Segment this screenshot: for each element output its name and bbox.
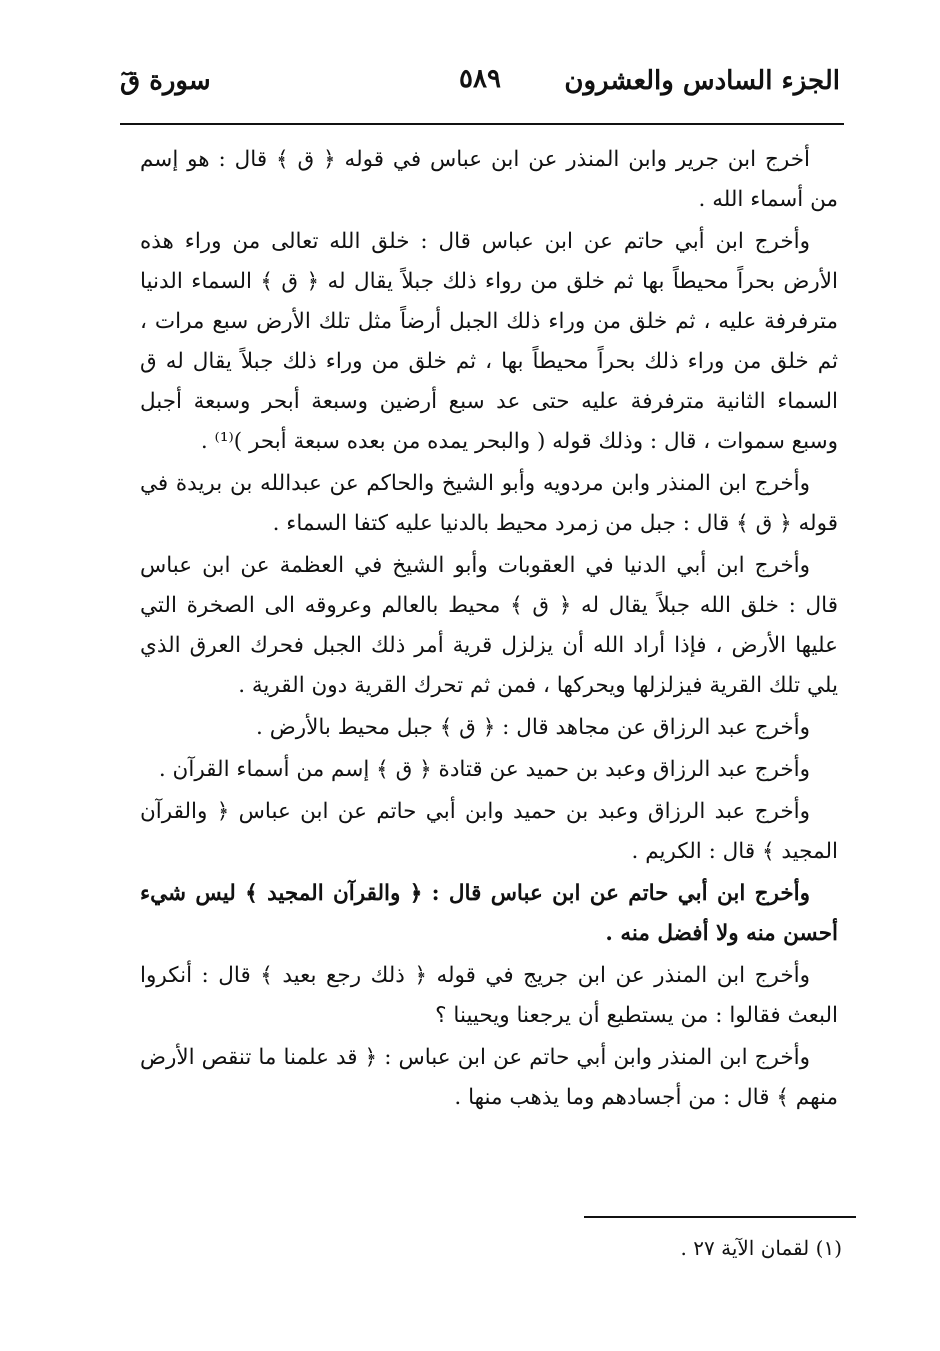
paragraph-10: وأخرج ابن المنذر وابن أبي حاتم عن ابن عباس : ﴿ قد علمنا ما تنقص الأرض منهم ﴾ قال : من أجسادهم وما يذهب منها . (140, 1045, 838, 1110)
footnote-divider (584, 1216, 856, 1218)
part-title: الجزء السادس والعشرون (564, 66, 840, 96)
paragraph-2: وأخرج ابن أبي حاتم عن ابن عباس قال : خلق الله تعالى من وراء هذه الأرض بحراً محيطاً بها ثم خلق من رواء ذلك جبلاً يقال له ﴿ ق ﴾ السماء الدنيا مترفرفة عليه ، ثم خلق من وراء ذلك الجبل أرضاً مثل تلك الأرض سبع مرات ، ثم خلق من وراء ذلك بحراً محيطاً بها ، ثم خلق من وراء ذلك جبلاً يقال له ق السماء الثانية مترفرفة عليه حتى عد سبع أرضين وسبعة أبحر وسبعة أجبل وسبع سموات ، قال : وذلك قوله ( والبحر يمده من بعده سبعة أبحر )⁽¹⁾ . (140, 229, 838, 454)
paragraph-6: وأخرج عبد الرزاق وعبد بن حميد عن قتادة ﴿ ق ﴾ إسم من أسماء القرآن . (158, 757, 810, 782)
paragraph-9: وأخرج ابن المنذر عن ابن جريج في قوله ﴿ ذلك رجع بعيد ﴾ قال : أنكروا البعث فقالوا : من يستطيع أن يرجعنا ويحيينا ؟ (140, 963, 838, 1028)
page-header (120, 60, 840, 104)
footnote: (١) لقمان الآية ٢٧ . (680, 1236, 842, 1260)
surah-title: سورة قٓ (120, 66, 211, 96)
paragraph-3: وأخرج ابن المنذر وابن مردويه وأبو الشيخ والحاكم عن عبدالله بن بريدة في قوله ﴿ ق ﴾ قال : جبل من زمرد محيط بالدنيا عليه كتفا السماء . (140, 471, 838, 536)
paragraph-8: وأخرج ابن أبي حاتم عن ابن عباس قال : ﴿ والقرآن المجيد ﴾ ليس شيء أحسن منه ولا أفضل منه . (140, 881, 838, 946)
main-text (140, 140, 838, 1120)
header-divider (120, 123, 844, 125)
paragraph-1: أخرج ابن جرير وابن المنذر عن ابن عباس في قوله ﴿ ق ﴾ قال : هو إسم من أسماء الله . (140, 147, 838, 212)
paragraph-5: وأخرج عبد الرزاق عن مجاهد قال : ﴿ ق ﴾ جبل محيط بالأرض . (256, 715, 810, 740)
paragraph-4: وأخرج ابن أبي الدنيا في العقوبات وأبو الشيخ في العظمة عن ابن عباس قال : خلق الله جبلاً يقال له ﴿ ق ﴾ محيط بالعالم وعروقه الى الصخرة التي عليها الأرض ، فإذا أراد الله أن يزلزل قرية أمر ذلك الجبل فحرك العرق الذي يلي تلك القرية فيزلزلها ويحركها ، فمن ثم تحرك القرية دون القرية . (140, 553, 838, 698)
paragraph-7: وأخرج عبد الرزاق وعبد بن حميد وابن أبي حاتم عن ابن عباس ﴿ والقرآن المجيد ﴾ قال : الكريم . (140, 799, 838, 864)
page-number: ٥٨٩ (459, 64, 501, 94)
